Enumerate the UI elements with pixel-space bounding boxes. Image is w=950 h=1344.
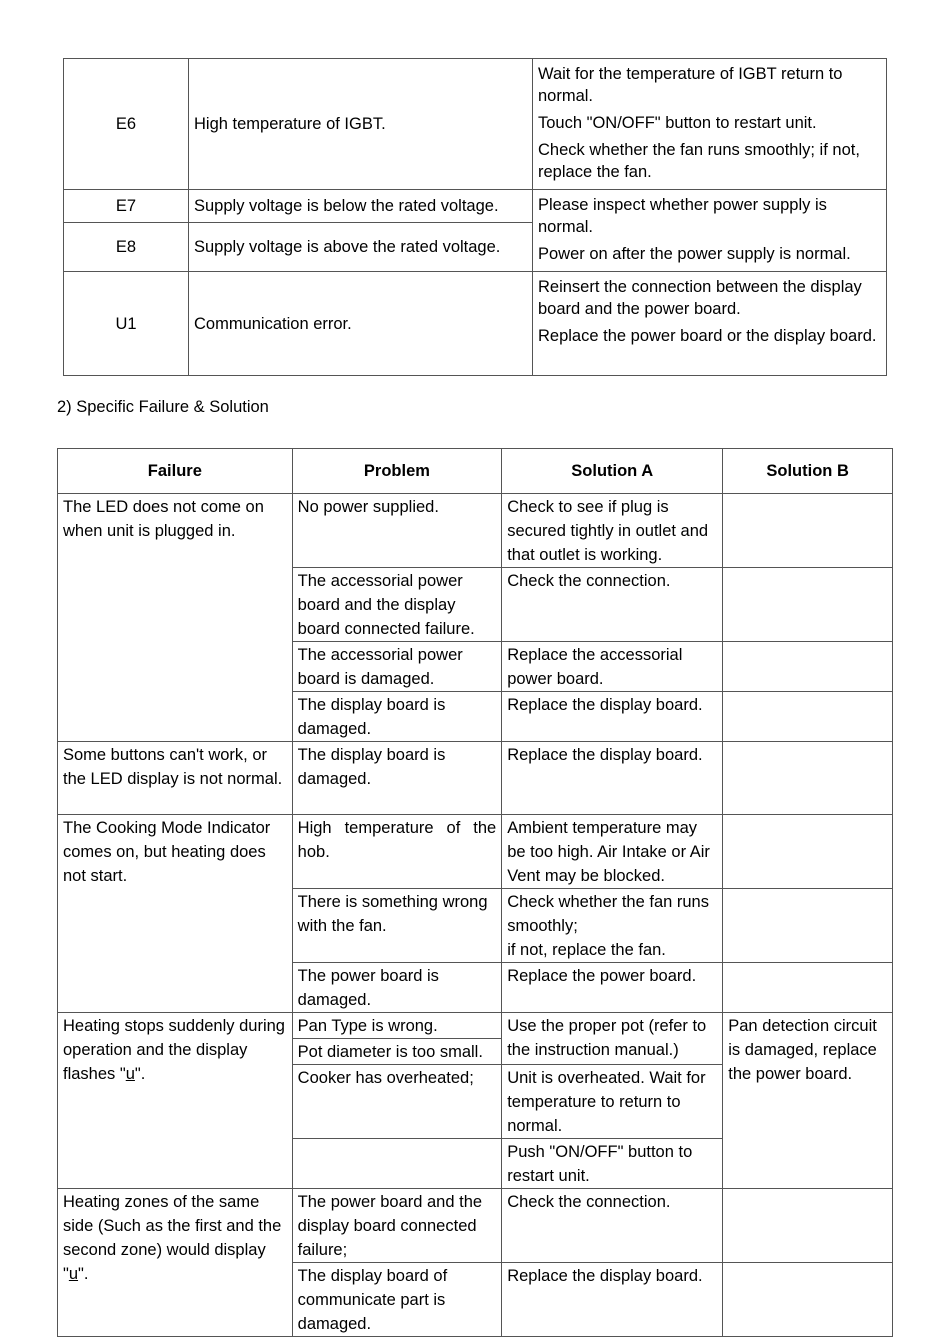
solution-b-cell	[723, 642, 893, 692]
solution-a-cell: Check the connection.	[502, 568, 723, 642]
problem-cell: No power supplied.	[292, 494, 502, 568]
solution-line: Please inspect whether power supply is normal.	[538, 196, 827, 236]
solution-line: Wait for the temperature of IGBT return to normal.	[538, 65, 843, 105]
solution-line: Touch "ON/OFF" button to restart unit.	[538, 114, 817, 132]
failure-cell: The LED does not come on when unit is plugged in.	[58, 494, 293, 742]
problem-cell: Pot diameter is too small.	[292, 1039, 502, 1065]
problem-cell: The display board is damaged.	[292, 692, 502, 742]
error-description: High temperature of IGBT.	[189, 59, 533, 190]
solution-a-cell: Replace the display board.	[502, 742, 723, 815]
solution-line: if not, replace the fan.	[507, 941, 666, 959]
error-row-e6	[64, 59, 887, 190]
problem-cell: High temperature of the hob.	[292, 815, 502, 889]
error-solution	[533, 59, 887, 190]
failure-cell	[58, 1013, 293, 1189]
problem-cell: There is something wrong with the fan.	[292, 889, 502, 963]
solution-line: Power on after the power supply is normal.	[538, 245, 851, 263]
solution-line: Reinsert the connection between the display board and the power board.	[538, 278, 862, 318]
failure-cell: Some buttons can't work, or the LED display is not normal.	[58, 742, 293, 815]
solution-line: Replace the power board or the display board.	[538, 327, 877, 345]
error-code-table	[63, 58, 887, 376]
header-failure: Failure	[58, 449, 293, 494]
table-header-row	[58, 449, 893, 494]
problem-cell: The accessorial power board is damaged.	[292, 642, 502, 692]
error-code: E6	[64, 59, 189, 190]
problem-cell: The display board of communicate part is damaged.	[292, 1263, 502, 1337]
solution-a-cell: Replace the display board.	[502, 692, 723, 742]
error-description: Supply voltage is above the rated voltage.	[189, 223, 533, 272]
solution-a-cell: Ambient temperature may be too high. Air Intake or Air Vent may be blocked.	[502, 815, 723, 889]
solution-a-cell: Use the proper pot (refer to the instruction manual.)	[502, 1013, 723, 1065]
problem-cell	[292, 1139, 502, 1189]
error-code: U1	[64, 272, 189, 376]
problem-cell: The power board and the display board connected failure;	[292, 1189, 502, 1263]
problem-cell: Cooker has overheated;	[292, 1065, 502, 1139]
solution-b-cell	[723, 815, 893, 889]
failure-cell: The Cooking Mode Indicator comes on, but heating does not start.	[58, 815, 293, 1013]
solution-line: Check whether the fan runs smoothly; if not, replace the fan.	[538, 141, 860, 181]
solution-b-cell: Pan detection circuit is damaged, replace the power board.	[723, 1013, 893, 1189]
error-description: Communication error.	[189, 272, 533, 376]
solution-a-cell: Replace the power board.	[502, 963, 723, 1013]
solution-b-cell	[723, 494, 893, 568]
failure-text: Heating zones of the same side (Such as the first and the second zone) would display "	[63, 1193, 282, 1283]
header-solution-a: Solution A	[502, 449, 723, 494]
error-code: E7	[64, 190, 189, 223]
failure-solution-table	[57, 448, 893, 1337]
display-code: u	[68, 1265, 79, 1283]
failure-text: ".	[134, 1065, 146, 1083]
failure-text: ".	[78, 1265, 89, 1283]
solution-a-cell: Unit is overheated. Wait for temperature to return to normal.	[502, 1065, 723, 1139]
problem-cell: Pan Type is wrong.	[292, 1013, 502, 1039]
table-row	[58, 815, 893, 889]
problem-cell: The display board is damaged.	[292, 742, 502, 815]
solution-a-cell: Replace the accessorial power board.	[502, 642, 723, 692]
solution-b-cell	[723, 568, 893, 642]
solution-a-cell: Check to see if plug is secured tightly in outlet and that outlet is working.	[502, 494, 723, 568]
solution-b-cell	[723, 889, 893, 963]
table-row	[58, 742, 893, 815]
error-solution	[533, 272, 887, 376]
solution-line: Check whether the fan runs smoothly;	[507, 893, 709, 935]
error-code: E8	[64, 223, 189, 272]
solution-b-cell	[723, 1189, 893, 1263]
solution-b-cell	[723, 1263, 893, 1337]
solution-b-cell	[723, 742, 893, 815]
solution-a-cell	[502, 889, 723, 963]
header-problem: Problem	[292, 449, 502, 494]
solution-b-cell	[723, 692, 893, 742]
header-solution-b: Solution B	[723, 449, 893, 494]
error-row-e7	[64, 190, 887, 223]
problem-cell: The accessorial power board and the display board connected failure.	[292, 568, 502, 642]
section-heading: 2) Specific Failure & Solution	[57, 398, 269, 416]
solution-a-cell: Check the connection.	[502, 1189, 723, 1263]
solution-a-cell: Push "ON/OFF" button to restart unit.	[502, 1139, 723, 1189]
table-row	[58, 494, 893, 568]
problem-cell: The power board is damaged.	[292, 963, 502, 1013]
failure-text: Heating stops suddenly during operation and the display flashes "	[63, 1017, 285, 1083]
error-solution	[533, 190, 887, 272]
table-row	[58, 1189, 893, 1263]
error-description: Supply voltage is below the rated voltage.	[189, 190, 533, 223]
solution-b-cell	[723, 963, 893, 1013]
solution-a-cell: Replace the display board.	[502, 1263, 723, 1337]
error-row-u1	[64, 272, 887, 376]
table-row	[58, 1013, 893, 1039]
display-code: u	[125, 1065, 135, 1083]
failure-cell	[58, 1189, 293, 1337]
